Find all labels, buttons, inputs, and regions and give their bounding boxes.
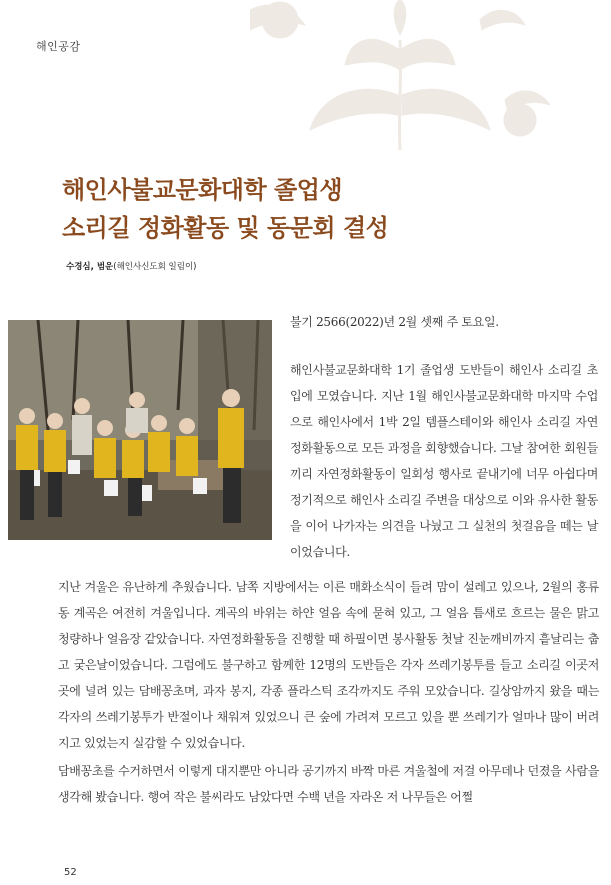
- byline: [66, 260, 196, 272]
- group-photo-illustration: [8, 320, 272, 540]
- paragraph-intro: 해인사불교문화대학 1기 졸업생 도반들이 해인사 소리길 초입에 모였습니다. 지난 1월 해인사불교문화대학 마지막 수업으로 해인사에서 1박 2일 템플스테이와 해인사 소리길 자연정화활동으로 모든 과정을 회향했습니다. 그날 참여한 회원들끼리 자연정화활동이 일회성 행사로 끝내기에 너무 아쉽다며 정기적으로 해인사 소리길 주변을 대상으로 이와 유사한 활동을 이어 나가자는 의견을 나눴고 그 실천의 첫걸음을 떼는 날이었습니다.: [290, 363, 598, 559]
- byline-organization: (해인사신도회 일림이): [113, 262, 197, 272]
- byline-author: 수경심, 범운: [66, 262, 114, 272]
- page-number: 52: [64, 867, 77, 878]
- floral-ornament-icon: [250, 0, 550, 150]
- paragraph-winter: 지난 겨울은 유난하게 추웠습니다. 남쪽 지방에서는 이른 매화소식이 들려 맘이 설레고 있으나, 2월의 홍류동 계곡은 여전히 겨울입니다. 계곡의 바위는 하얀 얼음 속에 묻혀 있고, 그 얼음 틈새로 흐르는 물은 맑고 청량하나 얼음장 같았습니다. 자연정화활동을 진행할 때 하필이면 봉사활동 첫날 진눈깨비까지 흩날리는 춥고 궂은날이었습니다. 그럼에도 불구하고 함께한 12명의 도반들은 각자 쓰레기봉투를 들고 소리길 이곳저곳에 널려 있는 담배꽁초며, 과자 봉지, 각종 플라스틱 조각까지도 주워 모았습니다. 길상암까지 왔을 때는 각자의 쓰레기봉투가 반절이나 채워져 있었으니 큰 숲에 가려져 모르고 있을 뿐 쓰레기가 얼마나 많이 버려지고 있었는지 실감할 수 있었습니다.: [58, 580, 599, 750]
- paragraph-date: 불기 2566(2022)년 2월 셋째 주 토요일.: [290, 315, 499, 329]
- group-photo: [8, 320, 272, 540]
- title-line-1: 해인사불교문화대학 졸업생: [62, 175, 343, 204]
- paragraph-cigarette: 담배꽁초를 수거하면서 이렇게 대지뿐만 아니라 공기까지 바짝 마른 겨울철에 저걸 아무데나 던졌을 사람을 생각해 봤습니다. 행여 작은 불씨라도 남았다면 수백 년을 자라온 저 나무들은 어쩔: [58, 764, 599, 804]
- article-title: [62, 171, 388, 247]
- title-line-2: 소리길 정화활동 및 동문회 결성: [62, 213, 389, 242]
- section-label: 해인공감: [36, 40, 81, 53]
